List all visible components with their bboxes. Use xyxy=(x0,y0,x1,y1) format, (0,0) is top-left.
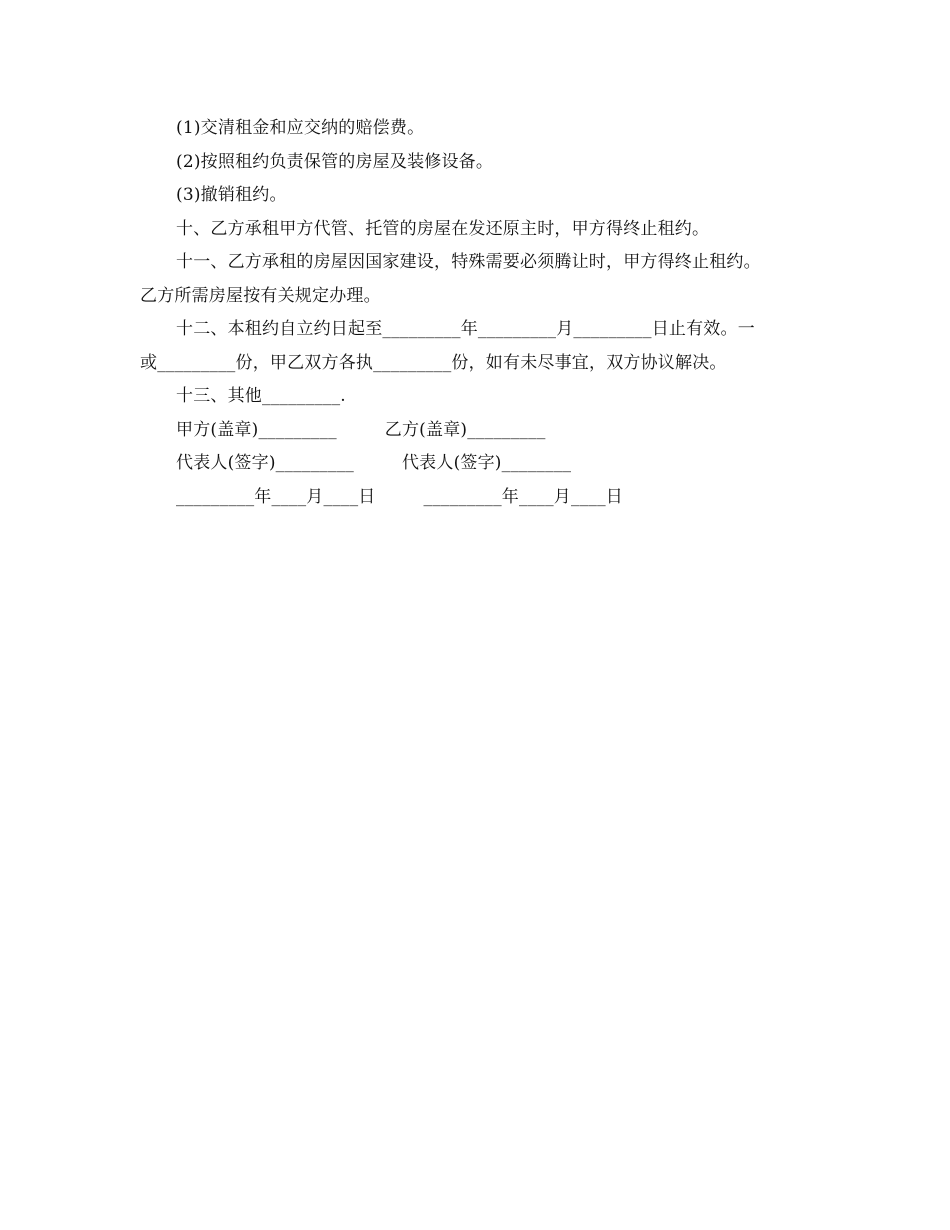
clause-twelve-continued: 或_________份，甲乙双方各执_________份，如有未尽事宜，双方协议解决。 xyxy=(140,352,727,373)
signature-date-row xyxy=(140,481,812,515)
clause-item-1: (1)交清租金和应交纳的赔偿费。 xyxy=(176,118,425,138)
clause-item-2: (2)按照租约负责保管的房屋及装修设备。 xyxy=(176,151,494,172)
signature-rep-row xyxy=(140,447,812,481)
clause-twelve: 十二、本租约自立约日起至_________年_________月_________日止有效。一 xyxy=(176,319,755,339)
party-b-date: _________年____月____日 xyxy=(423,486,623,507)
clause-eleven: 十一、乙方承租的房屋因国家建设，特殊需要必须腾让时，甲方得终止租约。 xyxy=(176,252,761,272)
clause-eleven-continued: 乙方所需房屋按有关规定办理。 xyxy=(140,285,381,306)
party-a-seal: 甲方(盖章)_________ xyxy=(176,419,337,440)
party-a-representative: 代表人(签字)_________ xyxy=(176,453,354,473)
party-b-representative: 代表人(签字)________ xyxy=(401,453,572,473)
signature-seal-row xyxy=(140,414,812,448)
party-a-date: _________年____月____日 xyxy=(176,486,376,507)
clause-ten: 十、乙方承租甲方代管、托管的房屋在发还原主时，甲方得终止租约。 xyxy=(176,218,710,239)
clause-thirteen: 十三、其他_________. xyxy=(176,386,346,406)
document-body xyxy=(140,112,812,514)
party-b-seal: 乙方(盖章)_________ xyxy=(384,419,546,440)
clause-item-3: (3)撤销租约。 xyxy=(176,185,287,205)
